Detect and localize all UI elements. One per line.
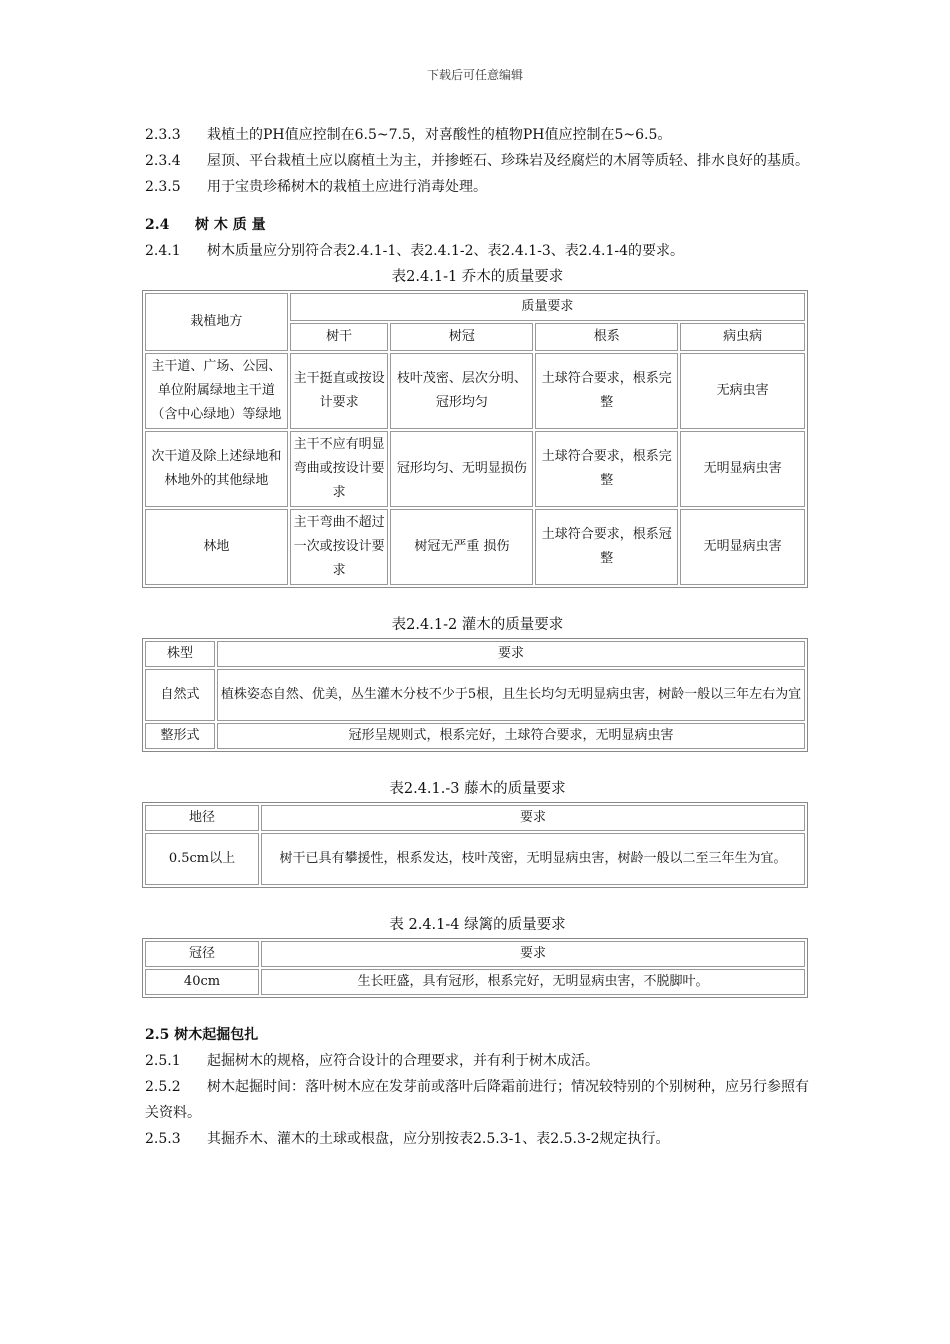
table-header-cell: 根系	[535, 323, 678, 351]
tree-quality-table	[142, 290, 808, 588]
clause-number: 2.3.3	[145, 127, 181, 143]
table-cell: 无病虫害	[680, 353, 805, 429]
table-cell: 树冠无严重 损伤	[390, 509, 533, 585]
table-cell: 土球符合要求，根系完整	[535, 431, 678, 507]
table-row	[145, 833, 805, 885]
paragraph-2-4-1	[145, 238, 810, 264]
table-header-cell: 树冠	[390, 323, 533, 351]
paragraph-2-5-3	[145, 1126, 810, 1152]
table-header-cell: 要求	[217, 641, 805, 667]
table-header-cell: 地径	[145, 805, 259, 831]
table-cell: 林地	[145, 509, 288, 585]
table-header-cell: 要求	[261, 805, 805, 831]
paragraph-2-3-5	[145, 174, 810, 200]
table-cell: 0.5cm以上	[145, 833, 259, 885]
paragraph-2-3-3	[145, 122, 810, 148]
table-cell: 土球符合要求，根系完整	[535, 353, 678, 429]
clause-number: 2.4.1	[145, 243, 181, 259]
paragraph-2-5-2	[145, 1074, 810, 1126]
table-row	[145, 723, 805, 749]
vine-quality-table	[142, 802, 808, 888]
table-row	[145, 431, 805, 507]
table-row	[145, 353, 805, 429]
table-cell: 次干道及除上述绿地和林地外的其他绿地	[145, 431, 288, 507]
section-heading-2-5: 2.5 树木起掘包扎	[145, 1027, 259, 1043]
shrub-quality-table	[142, 638, 808, 752]
table-cell: 土球符合要求，根系冠整	[535, 509, 678, 585]
page-header-note: 下载后可任意编辑	[426, 68, 523, 82]
clause-number: 2.3.5	[145, 179, 181, 195]
table-cell: 冠形呈规则式，根系完好，土球符合要求，无明显病虫害	[217, 723, 805, 749]
clause-number: 2.5.2	[145, 1079, 181, 1095]
table-cell: 冠形均匀、无明显损伤	[390, 431, 533, 507]
paragraph-2-5-1	[145, 1048, 810, 1074]
section-heading-2-4	[145, 212, 810, 238]
clause-text: 栽植土的PH值应控制在6.5~7.5，对喜酸性的植物PH值应控制在5~6.5。	[207, 127, 672, 143]
clause-number: 2.5.3	[145, 1131, 181, 1147]
table-cell: 自然式	[145, 669, 215, 721]
document-body	[145, 122, 810, 1152]
clause-text: 树木质量应分别符合表2.4.1-1、表2.4.1-2、表2.4.1-3、表2.4.1-4的要求。	[207, 243, 685, 259]
paragraph-2-3-4	[145, 148, 810, 174]
hedge-quality-table	[142, 938, 808, 998]
table-caption-2-4-1-1: 表2.4.1-1 乔木的质量要求	[391, 269, 564, 285]
clause-text: 屋顶、平台栽植土应以腐植土为主，并掺蛭石、珍珠岩及经腐烂的木屑等质轻、排水良好的基质。	[207, 153, 809, 169]
section-number: 2.4	[145, 217, 170, 233]
table-cell: 主干道、广场、公园、单位附属绿地主干道（含中心绿地）等绿地	[145, 353, 288, 429]
clause-text: 树木起掘时间：落叶树木应在发芽前或落叶后降霜前进行；情况较特别的个别树种，应另行参照有关资料。	[145, 1079, 809, 1121]
table-cell: 生长旺盛，具有冠形，根系完好，无明显病虫害，不脱脚叶。	[261, 969, 805, 995]
table-caption-2-4-1-4: 表 2.4.1-4 绿篱的质量要求	[389, 917, 566, 933]
table-cell: 主干弯曲不超过一次或按设计要求	[290, 509, 389, 585]
table-cell: 主干不应有明显弯曲或按设计要求	[290, 431, 389, 507]
table-cell: 植株姿态自然、优美，丛生灌木分枝不少于5根，且生长均匀无明显病虫害，树龄一般以三年左右为宜	[217, 669, 805, 721]
table-cell: 整形式	[145, 723, 215, 749]
table-cell: 无明显病虫害	[680, 431, 805, 507]
clause-number: 2.5.1	[145, 1053, 181, 1069]
table-cell: 枝叶茂密、层次分明、冠形均匀	[390, 353, 533, 429]
clause-text: 用于宝贵珍稀树木的栽植土应进行消毒处理。	[207, 179, 487, 195]
table-cell: 无明显病虫害	[680, 509, 805, 585]
clause-text: 其掘乔木、灌木的土球或根盘，应分别按表2.5.3-1、表2.5.3-2规定执行。	[207, 1131, 670, 1147]
table-header-cell: 株型	[145, 641, 215, 667]
table-row	[145, 969, 805, 995]
clause-number: 2.3.4	[145, 153, 181, 169]
table-caption-2-4-1-3: 表2.4.1.-3 藤木的质量要求	[389, 781, 566, 797]
table-cell: 树干已具有攀援性，根系发达，枝叶茂密，无明显病虫害，树龄一般以二至三年生为宜。	[261, 833, 805, 885]
table-header-cell: 病虫病	[680, 323, 805, 351]
table-cell: 主干挺直或按设计要求	[290, 353, 389, 429]
clause-text: 起掘树木的规格，应符合设计的合理要求，并有利于树木成活。	[207, 1053, 599, 1069]
table-header-cell: 质量要求	[290, 293, 805, 321]
table-header-cell: 栽植地方	[145, 293, 288, 351]
table-header-cell: 树干	[290, 323, 389, 351]
table-caption-2-4-1-2: 表2.4.1-2 灌木的质量要求	[391, 617, 564, 633]
table-header-cell: 要求	[261, 941, 805, 967]
table-row	[145, 669, 805, 721]
table-cell: 40cm	[145, 969, 259, 995]
table-row	[145, 509, 805, 585]
section-title: 树 木 质 量	[195, 217, 266, 233]
table-header-cell: 冠径	[145, 941, 259, 967]
